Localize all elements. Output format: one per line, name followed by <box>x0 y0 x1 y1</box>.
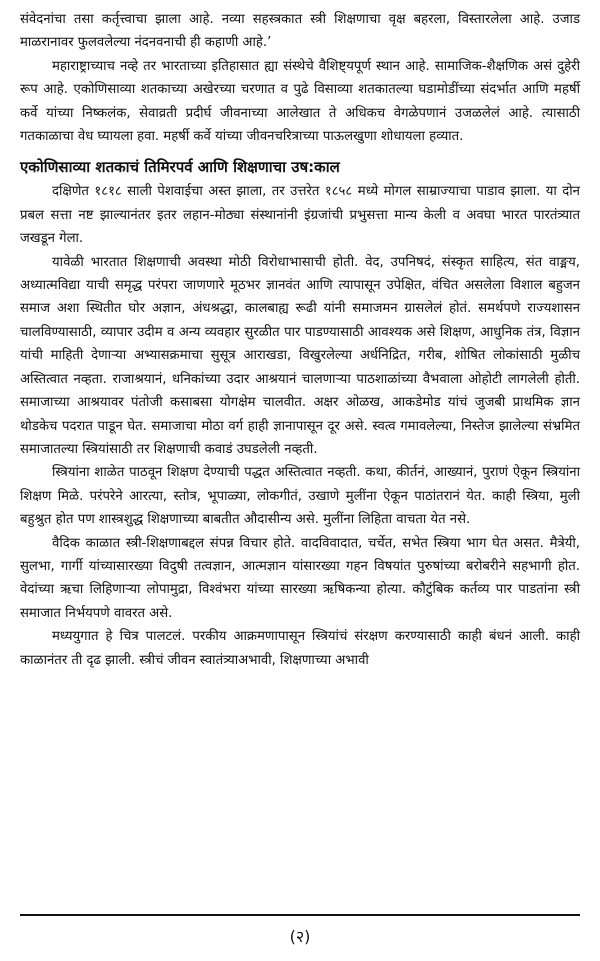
paragraph-main-3: स्त्रियांना शाळेत पाठवून शिक्षण देण्याची पद्धत अस्तित्वात नव्हती. कथा, कीर्तनं, आख्यानं, पुराणं ऐकून स्त्रियांना शिक्षण मिळे. परंपरेने आरत्या, स्तोत्र, भूपाळ्या, लोकगीतं, उखाणे मुलींना ऐकून पाठांतरानं येत. काही स्त्रिया, मुली बहुश्रुत होत पण शास्त्रशुद्ध शिक्षणाच्या बाबतीत औदासीन्य असे. मुलींना लिहिता वाचता येत नसे. <box>20 465 580 528</box>
section-heading: एकोणिसाव्या शतकाचं तिमिरपर्व आणि शिक्षणाचा उष:काल <box>20 158 340 177</box>
page-number: (२) <box>289 927 311 946</box>
paragraph-main-1: दक्षिणेत १८१८ साली पेशवाईचा अस्त झाला, तर उत्तरेत १८५८ मध्ये मोगल साम्राज्याचा पाडाव झाला. या दोन प्रबल सत्ता नष्ट झाल्यानंतर इतर लहान-मोठ्या संस्थानांनी इंग्रजांची प्रभुसत्ता मान्य केली व अवघा भारत पारतंत्र्यात जखडून गेला. <box>20 184 580 247</box>
paragraph-main-4: वैदिक काळात स्त्री-शिक्षणाबद्दल संपन्न विचार होते. वादविवादात, चर्चेत, सभेत स्त्रिया भाग घेत असत. मैत्रेयी, सुलभा, गार्गी यांच्यासारख्या विदुषी तत्वज्ञान, आत्मज्ञान यांसारख्या गहन विषयांत पुरुषांच्या बरोबरीने सहभागी होत. वेदांच्या ऋचा लिहिणाऱ्या लोपामुद्रा, विश्वंभरा यांच्या सारख्या ऋषिकन्या होत्या. कौटुंबिक कर्तव्य पार पाडतांना स्त्री समाजात निर्भयपणे वावरत असे. <box>20 535 580 621</box>
paragraph-main-2: यावेळी भारतात शिक्षणाची अवस्था मोठी विरोधाभासाची होती. वेद, उपनिषदं, संस्कृत साहित्य, संत वाङ्मय, अध्यात्मविद्या याची समृद्ध परंपरा जाणणारे मूठभर ज्ञानवंत आणि त्यापासून उपेक्षित, वंचित असलेला विशाल बहुजन समाज अशा स्थितीत घोर अज्ञान, अंधश्रद्धा, कालबाह्य रूढी यांनी समाजमन ग्रासलेलं होतं. समर्थपणे राज्यशासन चालविण्यासाठी, व्यापार उदीम व अन्य व्यवहार सुरळीत पार पाडण्यासाठी आवश्यक असे शिक्षण, आधुनिक तंत्र, विज्ञान यांची माहिती देणाऱ्या अभ्यासक्रमाचा सुसूत्र आराखडा, विखुरलेल्या अर्धनिद्रित, गरीब, शोषित लोकांसाठी मुळीच अस्तित्वात नव्हता. राजाश्रयानं, धनिकांच्या उदार आश्रयानं चालणाऱ्या पाठशाळांच्या वैभवाला ओहोटी लागलेली होती. समाजाच्या आश्रयावर पंतोजी कसाबसा योगक्षेम चालवीत. अक्षर ओळख, आकडेमोड यांचं जुजबी प्राथमिक ज्ञान थोडकेच पदरात पाडून घेत. समाजाचा मोठा वर्ग हाही ज्ञानापासून दूर असे. स्वत्व गमावलेल्या, निस्तेज झालेल्या संभ्रमित समाजातल्या स्त्रियांसाठी तर शिक्षणाची कवाडं उघडलेली नव्हती. <box>20 254 580 457</box>
paragraph-intro-1: संवेदनांचा तसा कर्तृत्त्वाचा झाला आहे. नव्या सहस्त्रकात स्त्री शिक्षणाचा वृक्ष बहरला, विस्तारलेला आहे. उजाड माळरानावर फुलवलेल्या नंदनवनाची ही कहाणी आहे.’ <box>20 12 580 51</box>
paragraph-intro-2: महाराष्ट्राच्याच नव्हे तर भारताच्या इतिहासात ह्या संस्थेचे वैशिष्ट्यपूर्ण स्थान आहे. सामाजिक-शैक्षणिक असं दुहेरी रूप आहे. एकोणिसाव्या शतकाच्या अखेरच्या चरणात व पुढे विसाव्या शतकातल्या घडामोडींच्या संदर्भात आणि महर्षी कर्वे यांच्या निष्कलंक, सेवाव्रती प्रदीर्घ जीवनाच्या आलेखात ते अधिकच वेगळेपणानं उजळलेलं आहे. त्यासाठी गतकाळाचा वेध घ्यायला हवा. महर्षी कर्वे यांच्या जीवनचरित्राच्या पाऊलखुणा शोधायला हव्यात. <box>20 58 580 145</box>
paragraph-main-5: मध्ययुगात हे चित्र पालटलं. परकीय आक्रमणापासून स्त्रियांचं संरक्षण करण्यासाठी काही बंधनं आली. काही काळानंतर ती दृढ झाली. स्त्रीचं जीवन स्वातंत्र्याअभावी, शिक्षणाच्या अभावी <box>20 629 580 668</box>
footer-divider <box>20 914 580 916</box>
